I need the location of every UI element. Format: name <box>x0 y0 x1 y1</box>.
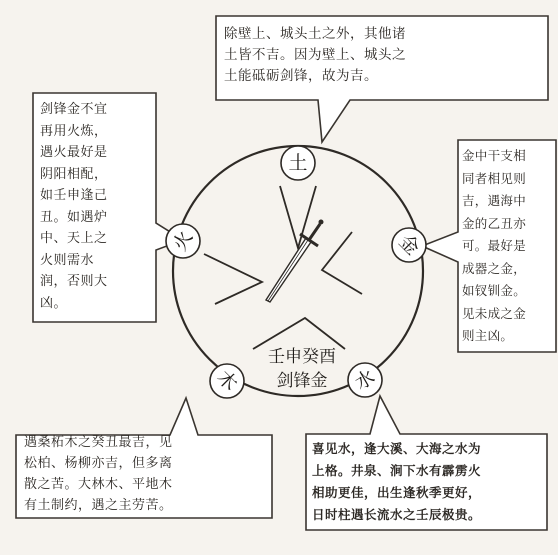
center-caption <box>232 345 372 393</box>
note-water: 喜见水，逢大溪、大海之水为 上格。井泉、涧下水有霹雳火 相助更佳，出生逢秋季更好， 日时柱遇长流水之壬辰极贵。 <box>312 441 482 522</box>
note-metal: 金中干支相 同者相见则 吉，遇海中 金的乙丑亦 可。最好是 成器之金， 如钗钏金。 见未成之金 则主凶。 <box>462 148 527 343</box>
center-stems: 壬申癸酉 <box>268 347 336 367</box>
center-nayin: 剑锋金 <box>276 371 328 391</box>
note-wood: 遇桑柘木之癸丑最吉，见 松柏、杨柳亦吉，但多离 散之苦。大林木、平地木 有土制约，遇之主劳苦。 <box>24 435 173 513</box>
element-fire-label: 火 <box>168 227 198 255</box>
star-lines <box>204 186 362 349</box>
sword-icon <box>266 220 324 303</box>
element-earth-label: 土 <box>288 152 308 174</box>
element-metal-label: 金 <box>394 230 424 260</box>
element-wood-label: 木 <box>212 366 242 396</box>
note-fire: 剑锋金不宜 再用火炼， 遇火最好是 阴阳相配， 如壬申逢己 丑。如遇炉 中、天上之 火则需水 润，否则大 凶。 <box>40 102 108 311</box>
note-earth: 除壁上、城头土之外，其他诸 土皆不吉。因为壁上、城头之 土能砥砺剑锋，故为吉。 <box>224 26 406 84</box>
element-water-label: 水 <box>351 365 379 395</box>
